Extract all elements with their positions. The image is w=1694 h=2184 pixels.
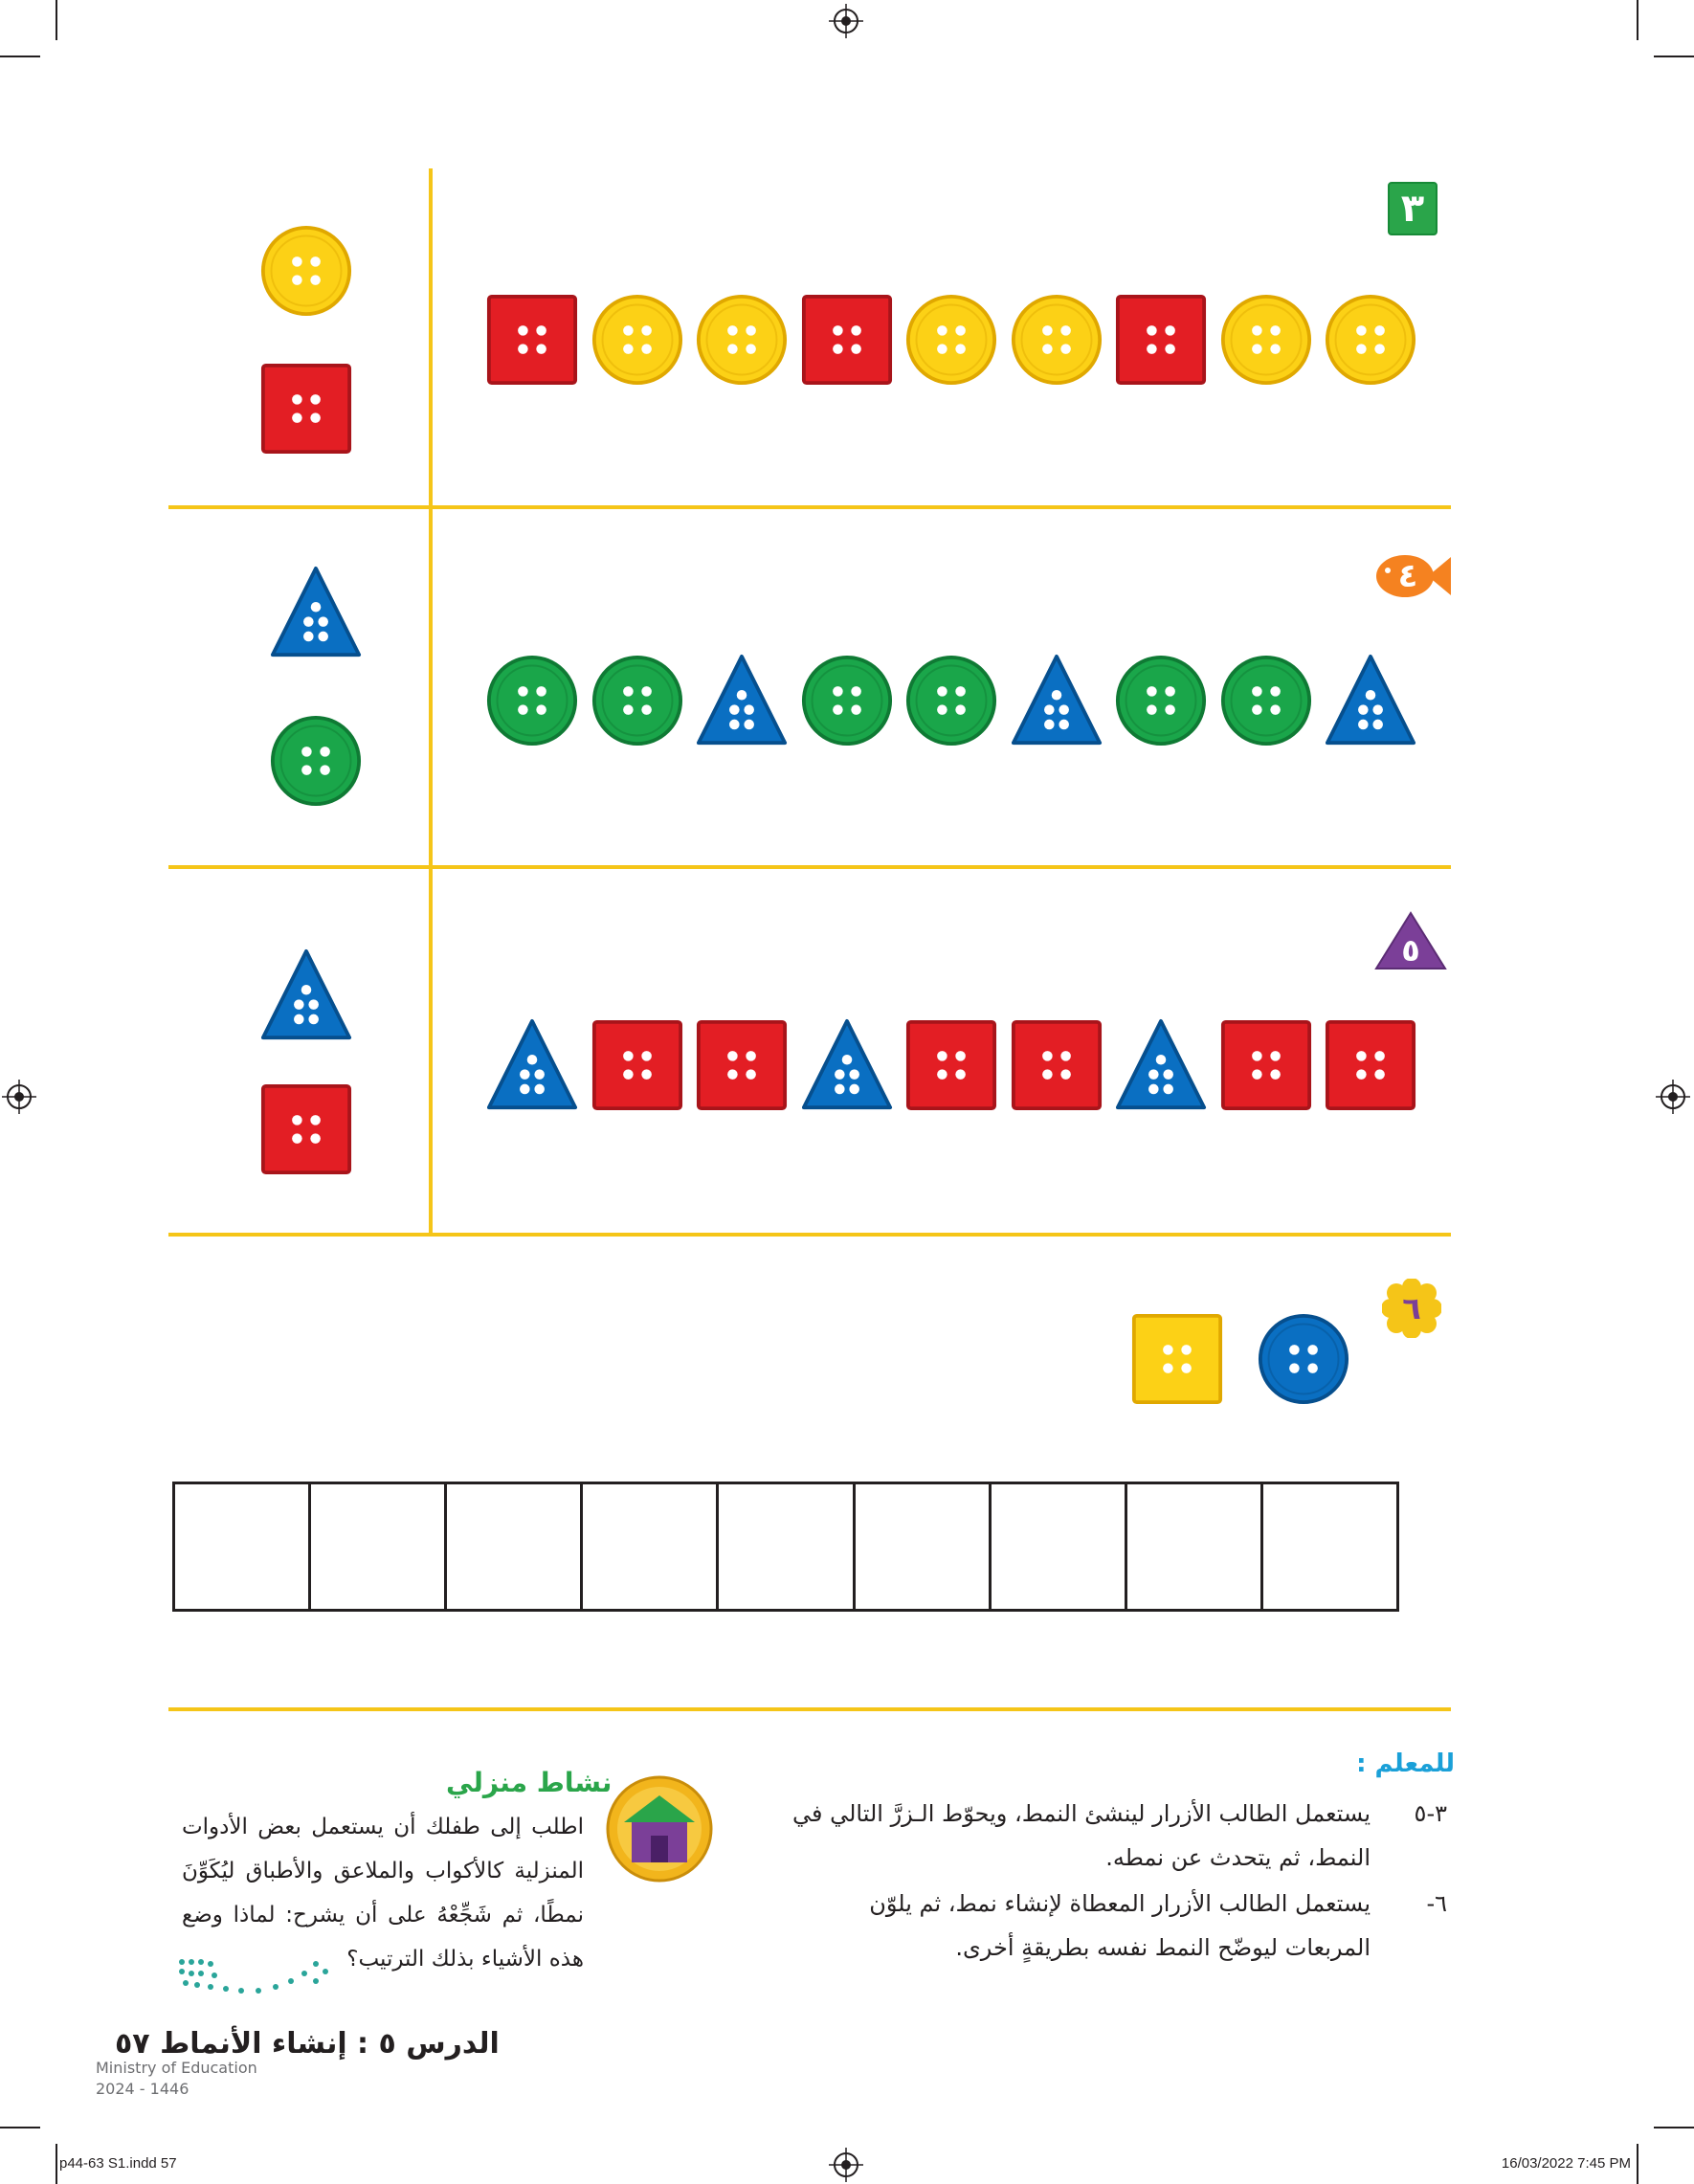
exercise-5-sequence-triangle-blue-button[interactable] xyxy=(1115,1019,1207,1111)
answer-boxes xyxy=(172,1482,1399,1612)
registration-mark-top xyxy=(829,4,863,38)
exercise-5-sequence-square-red-button[interactable] xyxy=(591,1019,683,1111)
exercise-5-number: ٥ xyxy=(1401,932,1420,969)
exercise-4-sequence-triangle-blue-button[interactable] xyxy=(1011,655,1103,747)
exercise-4-option-triangle-blue-button[interactable] xyxy=(270,567,362,658)
exercise-5-sequence-square-red-button[interactable] xyxy=(696,1019,788,1111)
exercise-3-sequence-circle-yellow-button[interactable] xyxy=(1325,294,1416,386)
teacher-note-1-number: ٣-٥ xyxy=(1414,1800,1447,1827)
teacher-note-2-text: يستعمل الطالب الأزرار المعطاة لإنشاء نمط، ثم يلوّن المربعات ليوضّح النمط نفسه بطريقةٍ أخرى. xyxy=(869,1890,1371,1961)
exercise-6-number: ٦ xyxy=(1402,1290,1421,1326)
teacher-title: للمعلم : xyxy=(1356,1749,1455,1778)
exercise-6-badge xyxy=(1382,1279,1441,1338)
exercise-4-sequence-circle-green-button[interactable] xyxy=(1220,655,1312,747)
vertical-divider xyxy=(429,168,433,1237)
exercise-3-option-circle-yellow-button[interactable] xyxy=(260,225,352,317)
exercise-5-sequence-square-red-button[interactable] xyxy=(1325,1019,1416,1111)
row-divider-1 xyxy=(168,505,1451,509)
exercise-5-sequence-square-red-button[interactable] xyxy=(1220,1019,1312,1111)
answer-box[interactable] xyxy=(175,1484,308,1609)
exercise-5-sequence-square-red-button[interactable] xyxy=(905,1019,997,1111)
print-timestamp: 16/03/2022 7:45 PM xyxy=(1501,2155,1631,2172)
exercise-3-sequence-circle-yellow-button[interactable] xyxy=(1220,294,1312,386)
answer-box[interactable] xyxy=(580,1484,716,1609)
exercise-5-option-triangle-blue-button[interactable] xyxy=(260,949,352,1041)
exercise-4-sequence-circle-green-button[interactable] xyxy=(486,655,578,747)
answer-box[interactable] xyxy=(1260,1484,1396,1609)
row-divider-4 xyxy=(168,1707,1451,1711)
row-divider-3 xyxy=(168,1233,1451,1237)
exercise-3-sequence-square-red-button[interactable] xyxy=(801,294,893,386)
exercise-4-sequence-circle-green-button[interactable] xyxy=(591,655,683,747)
home-icon xyxy=(605,1774,714,1883)
exercise-3-sequence-square-red-button[interactable] xyxy=(486,294,578,386)
teacher-note-1 xyxy=(777,1792,1447,1880)
exercise-4-sequence-circle-green-button[interactable] xyxy=(905,655,997,747)
exercise-3-sequence-circle-yellow-button[interactable] xyxy=(905,294,997,386)
row-divider-2 xyxy=(168,865,1451,869)
teacher-note-2 xyxy=(777,1882,1447,1970)
exercise-3-option-square-red-button[interactable] xyxy=(260,363,352,455)
exercise-4-sequence-circle-green-button[interactable] xyxy=(801,655,893,747)
registration-mark-left xyxy=(2,1080,36,1114)
registration-mark-right xyxy=(1656,1080,1690,1114)
exercise-4-sequence-triangle-blue-button[interactable] xyxy=(1325,655,1416,747)
exercise-5-badge xyxy=(1374,911,1447,970)
home-activity-title: نشاط منزلي xyxy=(446,1767,613,1798)
exercise-3-sequence-circle-yellow-button[interactable] xyxy=(1011,294,1103,386)
exercise-4-sequence-circle-green-button[interactable] xyxy=(1115,655,1207,747)
exercise-5-option-square-red-button[interactable] xyxy=(260,1083,352,1175)
exercise-5-sequence-square-red-button[interactable] xyxy=(1011,1019,1103,1111)
home-activity-text: اطلب إلى طفلك أن يستعمل بعض الأدوات المنزلية كالأكواب والملاعق والأطباق ليُكَوِّنَ نمطًا، ثم شَجِّعْهُ على أن يشرح: لماذا وضع هذه الأشياء بذلك الترتيب؟ xyxy=(182,1815,584,1972)
answer-box[interactable] xyxy=(716,1484,852,1609)
exercise-4-sequence-triangle-blue-button[interactable] xyxy=(696,655,788,747)
exercise-5-sequence-triangle-blue-button[interactable] xyxy=(486,1019,578,1111)
exercise-5-sequence-triangle-blue-button[interactable] xyxy=(801,1019,893,1111)
registration-mark-bottom xyxy=(829,2148,863,2182)
answer-box[interactable] xyxy=(444,1484,580,1609)
exercise-3-sequence-circle-yellow-button[interactable] xyxy=(591,294,683,386)
answer-box[interactable] xyxy=(853,1484,989,1609)
answer-box[interactable] xyxy=(308,1484,444,1609)
ministry-name: Ministry of Education xyxy=(96,2059,257,2077)
exercise-3-badge xyxy=(1388,182,1438,235)
teacher-note-1-text: يستعمل الطالب الأزرار لينشئ النمط، ويحوّط الـزرَّ التالي في النمط، ثم يتحدث عن نمطه. xyxy=(791,1800,1371,1871)
exercise-4-option-circle-green-button[interactable] xyxy=(270,715,362,807)
exercise-3-sequence-circle-yellow-button[interactable] xyxy=(696,294,788,386)
exercise-3-number: ٣ xyxy=(1400,187,1425,231)
answer-box[interactable] xyxy=(989,1484,1125,1609)
exercise-3-sequence-square-red-button[interactable] xyxy=(1115,294,1207,386)
exercise-6-option-square-yellow-button[interactable] xyxy=(1131,1313,1223,1405)
exercise-4-badge xyxy=(1374,551,1453,601)
file-slug: p44-63 S1.indd 57 xyxy=(59,2155,177,2172)
exercise-4-number: ٤ xyxy=(1397,557,1418,595)
exercise-6-option-circle-blue-button[interactable] xyxy=(1258,1313,1349,1405)
lesson-footer: الدرس ٥ : إنشاء الأنماط ٥٧ xyxy=(115,2027,500,2061)
ministry-label xyxy=(96,2058,257,2100)
answer-box[interactable] xyxy=(1125,1484,1260,1609)
ministry-logo-icon xyxy=(172,1952,345,2010)
ministry-year: 2024 - 1446 xyxy=(96,2080,189,2098)
teacher-note-2-number: ٦- xyxy=(1426,1890,1447,1917)
